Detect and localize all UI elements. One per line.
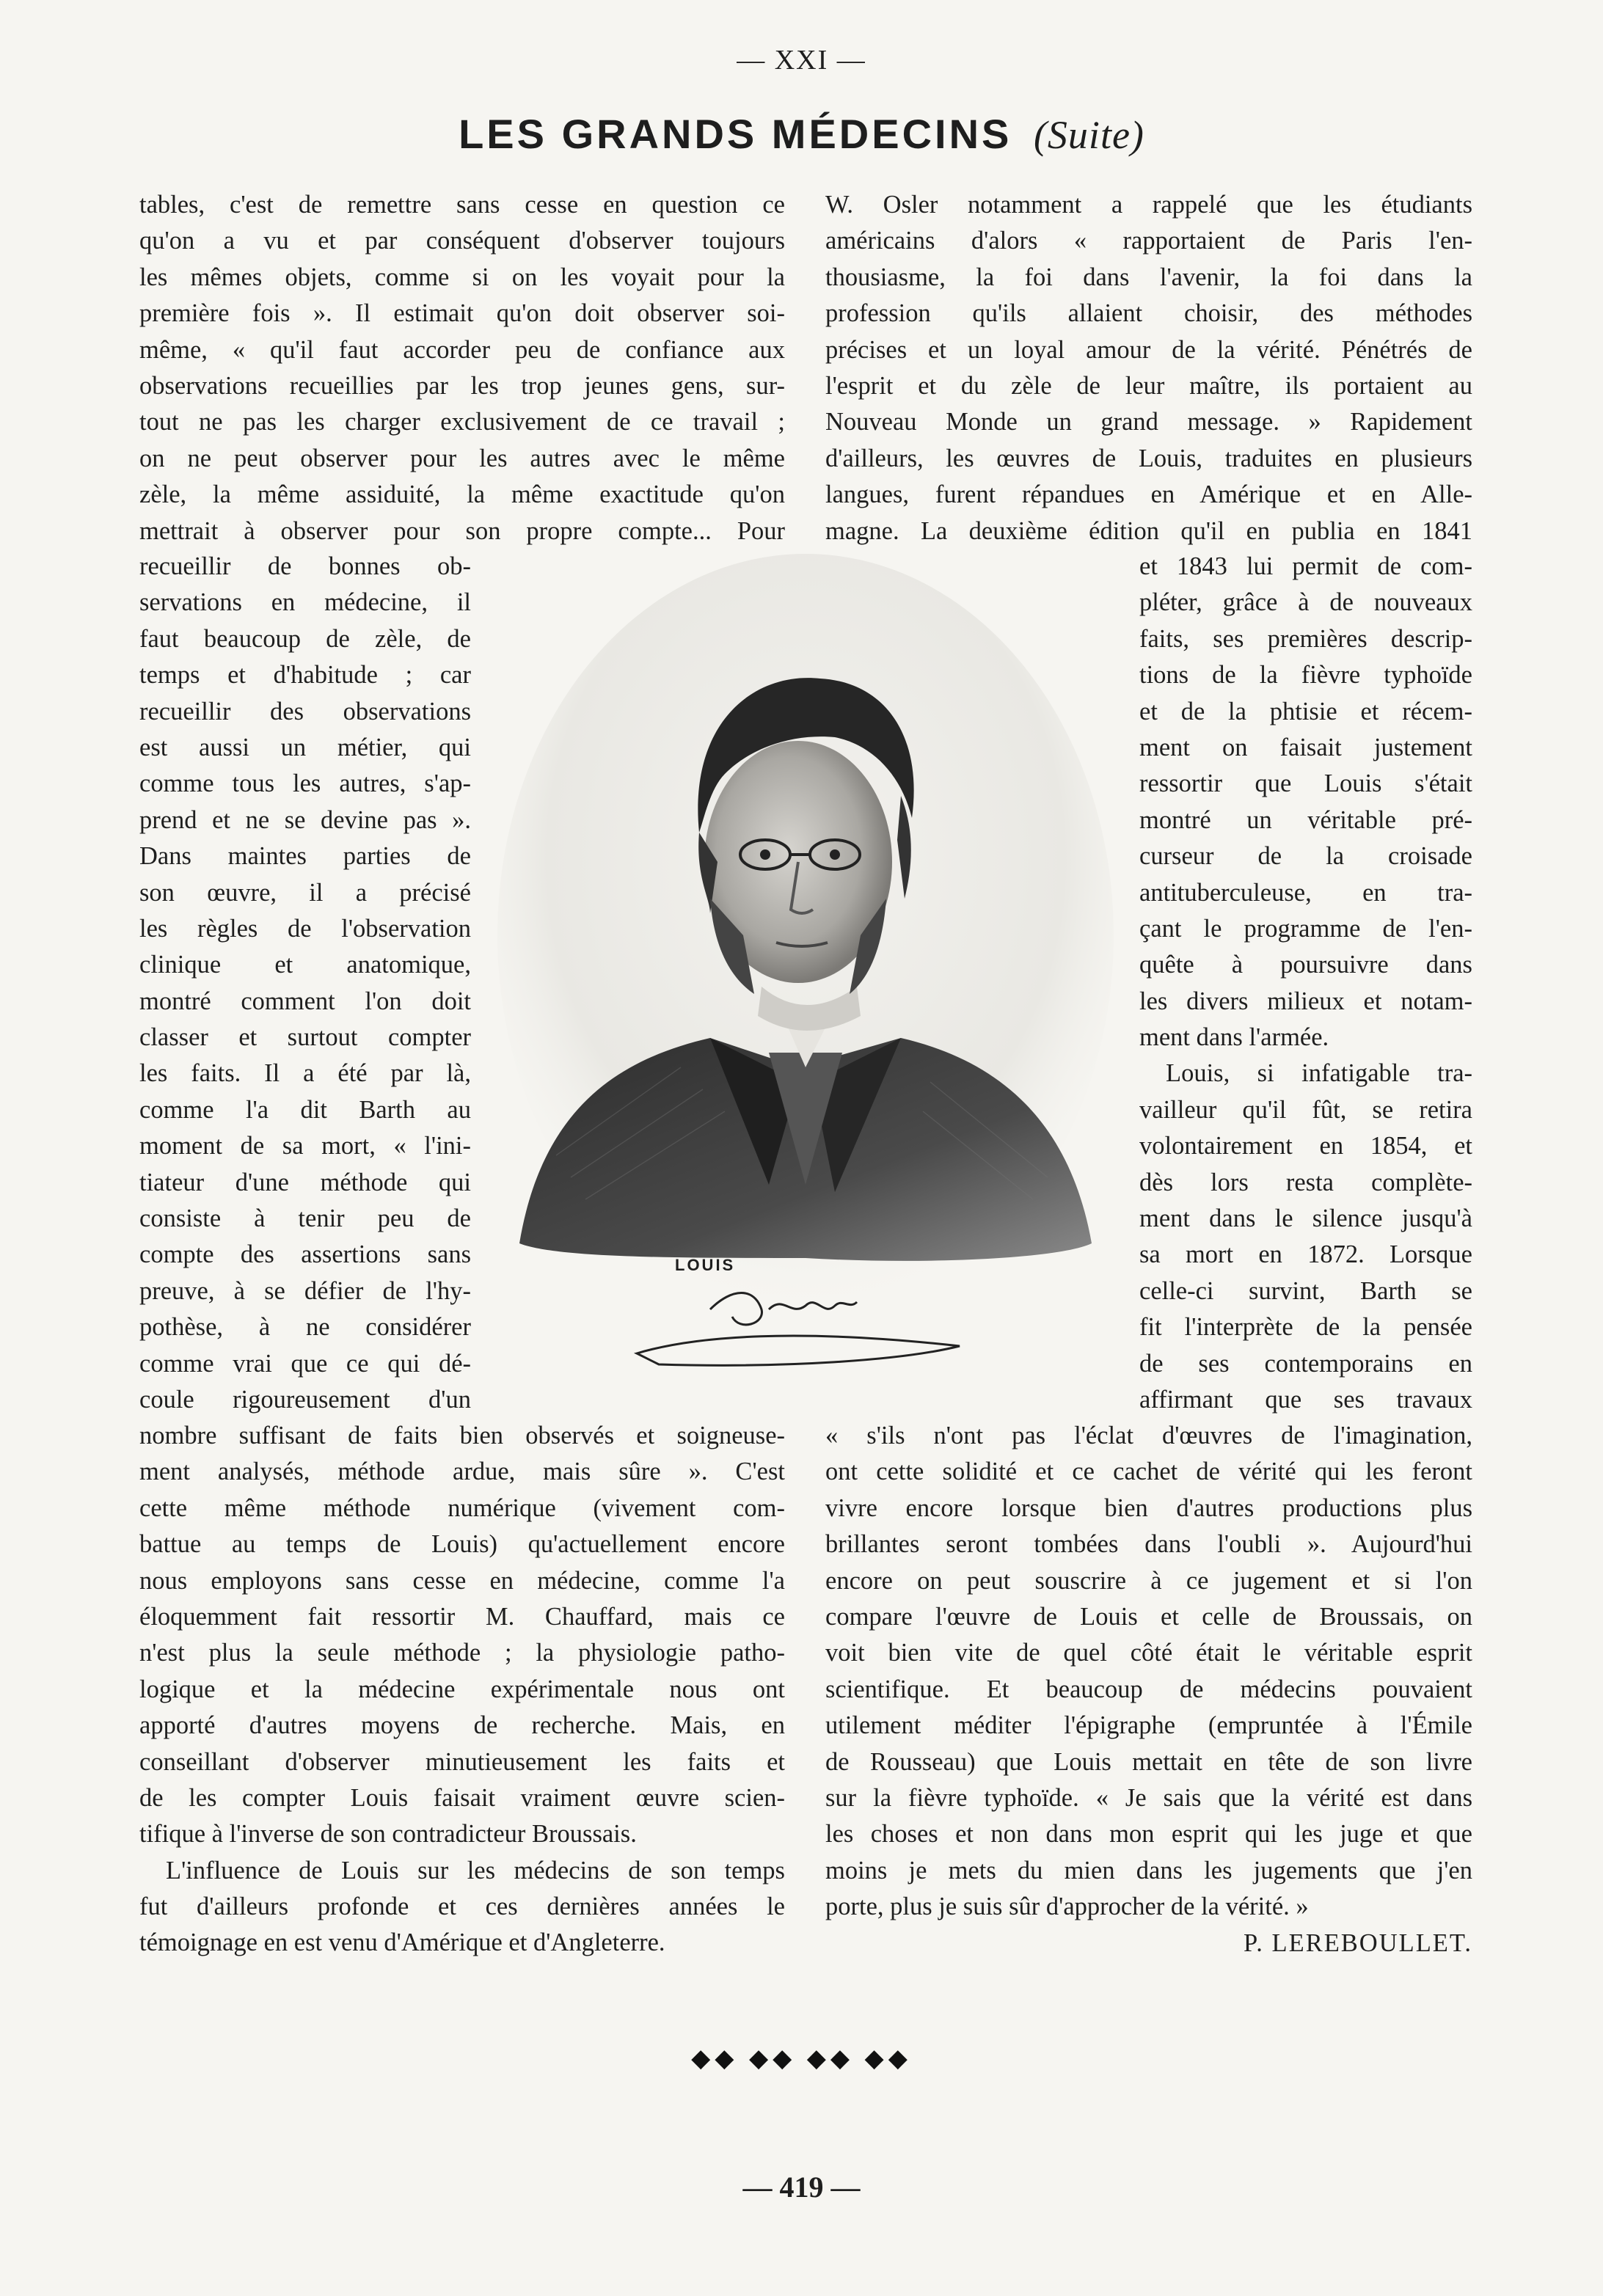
page-title <box>0 110 1603 158</box>
text-line: vivre encore lorsque bien d'autres productions plus <box>825 1494 1472 1522</box>
page-number: — 419 — <box>742 2171 861 2204</box>
text-line: thousiasme, la foi dans l'avenir, la foi dans la <box>825 263 1472 291</box>
text-line: comme tous les autres, s'ap- <box>139 769 471 798</box>
portrait-engraving <box>490 554 1121 1397</box>
text-line: les faits. Il a été par là, <box>139 1059 471 1088</box>
text-line: clinique et anatomique, <box>139 951 471 979</box>
text-line: les mêmes objets, comme si on les voyait pour la <box>139 263 785 291</box>
author-name: P. LEREBOULLET. <box>1243 1929 1472 1957</box>
text-line: apporté d'autres moyens de recherche. Mais, en <box>139 1711 785 1740</box>
text-line: on ne peut observer pour les autres avec le même <box>139 444 785 472</box>
text-line: utilement méditer l'épigraphe (empruntée à l'Émile <box>825 1711 1472 1740</box>
text-line: curseur de la croisade <box>1139 842 1472 871</box>
text-line: tables, c'est de remettre sans cesse en question ce <box>139 191 785 219</box>
text-line: éloquemment fait ressortir M. Chauffard, mais ce <box>139 1602 785 1631</box>
text-line: Louis, si infatigable tra- <box>1166 1059 1472 1088</box>
text-line: zèle, la même assiduité, la même exactitude qu'on <box>139 480 785 509</box>
text-line: ment dans l'armée. <box>1139 1023 1329 1052</box>
text-line: sur la fièvre typhoïde. « Je sais que la vérité est dans <box>825 1783 1472 1812</box>
text-line: comme l'a dit Barth au <box>139 1095 471 1124</box>
text-line: vailleur qu'il fût, se retira <box>1139 1095 1472 1124</box>
right-column-narrow <box>1139 549 1472 1418</box>
text-line: et 1843 lui permit de com- <box>1139 552 1472 580</box>
text-line: scientifique. Et beaucoup de médecins pouvaient <box>825 1675 1472 1703</box>
text-line: fit l'interprète de la pensée <box>1139 1313 1472 1342</box>
text-line: profession qu'ils allaient choisir, des méthodes <box>825 299 1472 328</box>
text-line: preuve, à se défier de l'hy- <box>139 1276 471 1305</box>
text-line: Dans maintes parties de <box>139 842 471 871</box>
text-line: de les compter Louis faisait vraiment œuvre scien- <box>139 1783 785 1812</box>
right-column-top <box>825 187 1472 549</box>
text-line: langues, furent répandues en Amérique et en Alle- <box>825 480 1472 509</box>
text-line: les règles de l'observation <box>139 914 471 943</box>
text-line: classer et surtout compter <box>139 1023 471 1052</box>
text-line: temps et d'habitude ; car <box>139 661 471 690</box>
text-line: ressortir que Louis s'était <box>1139 769 1472 798</box>
text-line: compte des assertions sans <box>139 1240 471 1269</box>
text-line: L'influence de Louis sur les médecins de son temps <box>166 1856 785 1884</box>
text-line: montré un véritable pré- <box>1139 805 1472 834</box>
title-suffix: (Suite) <box>1033 113 1144 157</box>
text-line: mettrait à observer pour son propre compte... Pour <box>139 516 785 545</box>
text-line: antituberculeuse, en tra- <box>1139 878 1472 907</box>
text-line: çant le programme de l'en- <box>1139 914 1472 943</box>
text-line: compare l'œuvre de Louis et celle de Broussais, on <box>825 1602 1472 1631</box>
text-line: nous employons sans cesse en médecine, comme l'a <box>139 1566 785 1595</box>
left-column-bottom <box>139 1418 785 1962</box>
text-line: recueillir des observations <box>139 697 471 725</box>
text-line: américains d'alors « rapportaient de Paris l'en- <box>825 227 1472 255</box>
text-line: les choses et non dans mon esprit qui les juge et que <box>825 1820 1472 1849</box>
text-line: moment de sa mort, « l'ini- <box>139 1132 471 1160</box>
right-column-bottom <box>825 1418 1472 1925</box>
text-line: battue au temps de Louis) qu'actuellement encore <box>139 1530 785 1559</box>
text-line: porte, plus je suis sûr d'approcher de la vérité. » <box>825 1893 1309 1921</box>
text-line: faut beaucoup de zèle, de <box>139 624 471 653</box>
text-line: coule rigoureusement d'un <box>139 1385 471 1414</box>
text-line: quête à poursuivre dans <box>1139 951 1472 979</box>
text-line: son œuvre, il a précisé <box>139 878 471 907</box>
text-line: l'esprit et du zèle de leur maître, ils portaient au <box>825 371 1472 400</box>
text-line: d'ailleurs, les œuvres de Louis, traduites en plusieurs <box>825 444 1472 472</box>
text-line: moins je mets du mien dans les jugements que j'en <box>825 1856 1472 1884</box>
text-line: première fois ». Il estimait qu'on doit observer soi- <box>139 299 785 328</box>
text-line: brillantes seront tombées dans l'oubli ». Aujourd'hui <box>825 1530 1472 1559</box>
portrait-caption: LOUIS <box>675 1256 736 1274</box>
text-line: qu'on a vu et par conséquent d'observer toujours <box>139 227 785 255</box>
text-line: cette même méthode numérique (vivement com- <box>139 1494 785 1522</box>
text-line: prend et ne se devine pas ». <box>139 805 471 834</box>
text-line: encore on peut souscrire à ce jugement et si l'on <box>825 1566 1472 1595</box>
ornament-divider: ◆◆ ◆◆ ◆◆ ◆◆ <box>691 2045 912 2072</box>
text-line: consiste à tenir peu de <box>139 1204 471 1233</box>
text-line: témoignage en est venu d'Amérique et d'Angleterre. <box>139 1928 665 1957</box>
text-line: ont cette solidité et ce cachet de vérité qui les feront <box>825 1458 1472 1486</box>
text-line: pothèse, à ne considérer <box>139 1313 471 1342</box>
running-head: — XXI — <box>737 45 866 76</box>
text-line: affirmant que ses travaux <box>1139 1385 1472 1414</box>
text-line: sa mort en 1872. Lorsque <box>1139 1240 1472 1269</box>
text-line: n'est plus la seule méthode ; la physiologie patho- <box>139 1639 785 1667</box>
left-column-top <box>139 187 785 549</box>
text-line: observations recueillies par les trop jeunes gens, sur- <box>139 371 785 400</box>
text-line: de Rousseau) que Louis mettait en tête de son livre <box>825 1747 1472 1776</box>
text-line: est aussi un métier, qui <box>139 733 471 761</box>
left-column-narrow <box>139 549 471 1418</box>
text-line: ment on faisait justement <box>1139 733 1472 761</box>
text-line: et de la phtisie et récem- <box>1139 697 1472 725</box>
text-line: dès lors resta complète- <box>1139 1168 1472 1196</box>
text-line: conseillant d'observer minutieusement les faits et <box>139 1747 785 1776</box>
text-line: recueillir de bonnes ob- <box>139 552 471 580</box>
text-line: tout ne pas les charger exclusivement de ce travail ; <box>139 408 785 436</box>
text-line: nombre suffisant de faits bien observés et soigneuse- <box>139 1422 785 1449</box>
text-line: tions de la fièvre typhoïde <box>1139 661 1472 690</box>
text-line: faits, ses premières descrip- <box>1139 624 1472 653</box>
text-line: servations en médecine, il <box>139 588 471 617</box>
text-line: « s'ils n'ont pas l'éclat d'œuvres de l'imagination, <box>825 1422 1472 1449</box>
text-line: Nouveau Monde un grand message. » Rapidement <box>825 408 1472 436</box>
text-line: ment dans le silence jusqu'à <box>1139 1204 1472 1233</box>
text-line: même, « qu'il faut accorder peu de confiance aux <box>139 335 785 364</box>
text-line: ment analysés, méthode ardue, mais sûre ». C'est <box>139 1458 785 1486</box>
text-line: de ses contemporains en <box>1139 1349 1472 1378</box>
title-text: LES GRANDS MÉDECINS <box>459 111 1012 157</box>
text-line: pléter, grâce à de nouveaux <box>1139 588 1472 617</box>
text-line: volontairement en 1854, et <box>1139 1132 1472 1160</box>
text-line: tifique à l'inverse de son contradicteur Broussais. <box>139 1820 637 1849</box>
text-line: comme vrai que ce qui dé- <box>139 1349 471 1378</box>
text-line: W. Osler notamment a rappelé que les étudiants <box>825 191 1472 219</box>
text-line: montré comment l'on doit <box>139 987 471 1015</box>
text-line: tiateur d'une méthode qui <box>139 1168 471 1196</box>
text-line: voit bien vite de quel côté était le véritable esprit <box>825 1639 1472 1667</box>
text-line: logique et la médecine expérimentale nous ont <box>139 1675 785 1703</box>
text-line: précises et un loyal amour de la vérité. Pénétrés de <box>825 335 1472 364</box>
text-line: fut d'ailleurs profonde et ces dernières années le <box>139 1893 785 1921</box>
text-line: celle-ci survint, Barth se <box>1139 1276 1472 1305</box>
text-line: magne. La deuxième édition qu'il en publia en 1841 <box>825 516 1472 545</box>
author-signature <box>825 1926 1472 1962</box>
text-line: les divers milieux et notam- <box>1139 987 1472 1015</box>
